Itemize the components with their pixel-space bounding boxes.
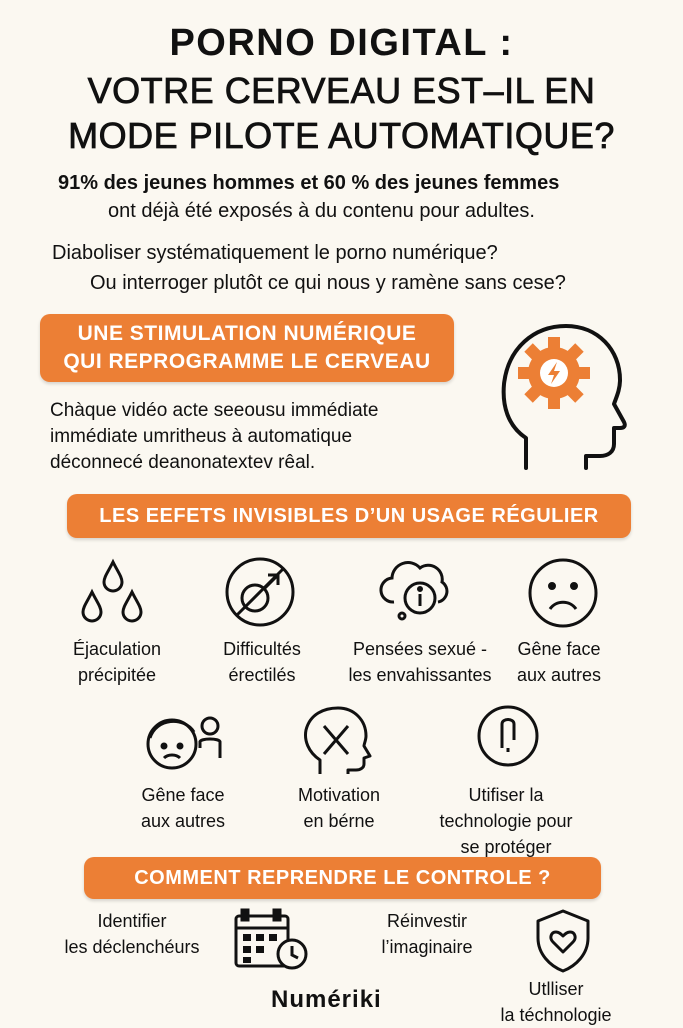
- question-line-2: Ou interroger plutôt ce qui nous y ramène sans cese?: [90, 272, 566, 294]
- effect-label-ejaculation: Éjaculation précipitée: [72, 639, 162, 685]
- section-effects-title: LES EEFETS INVISIBLES D’UN USAGE RÉGULIER: [67, 494, 631, 538]
- male-symbol-icon: [224, 556, 296, 628]
- section-control-title: COMMENT REPRENDRE LE CONTROLE ?: [84, 857, 601, 899]
- main-title-line-1: PORNO DIGITAL :: [169, 22, 514, 64]
- control-label-imagination: Réinvestir l’imaginaire: [381, 911, 473, 957]
- head-gear-bolt-icon: [498, 318, 628, 478]
- stimulation-text-line-2: immédiate umritheus à automatique: [50, 426, 353, 447]
- section-stimulation-title-line-1: UNE STIMULATION NUMÉRIQUE: [77, 322, 417, 345]
- control-label-triggers: Identifier les déclenchéurs: [64, 911, 200, 957]
- calendar-clock-icon: [234, 910, 310, 972]
- control-label-technology: Utlliser la téchnologie: [500, 979, 612, 1025]
- main-title-line-2: VOTRE CERVEAU EST–IL EN: [87, 70, 596, 111]
- effect-label-embarrassment-2: Gêne face aux autres: [140, 785, 226, 831]
- section-stimulation-title: [40, 314, 454, 382]
- effect-label-technology: Utifiser la technologie pour se protéger: [439, 785, 573, 857]
- shield-heart-icon: [534, 908, 592, 974]
- brand-logo-text: Numériki: [271, 986, 382, 1013]
- effect-label-motivation: Motivation en bérne: [297, 785, 381, 831]
- head-x-icon: [302, 706, 374, 778]
- stat-line-2: ont déjà été exposés à du contenu pour adultes.: [108, 200, 535, 222]
- stat-line-1: 91% des jeunes hommes et 60 % des jeunes femmes: [58, 172, 560, 194]
- effect-label-erectile: Difficultés érectilés: [223, 639, 301, 685]
- phone-shield-icon: [476, 704, 540, 768]
- drops-icon: [78, 558, 148, 628]
- question-line-1: Diaboliser systématiquement le porno numérique?: [52, 242, 498, 264]
- effect-label-thoughts: Pensées sexué - les envahissantes: [348, 639, 492, 685]
- main-title-line-3: MODE PILOTE AUTOMATIQUE?: [68, 115, 615, 156]
- thought-cloud-icon: [376, 556, 452, 628]
- stimulation-text-line-1: Chàque vidéo acte seeousu immédiate: [50, 400, 379, 421]
- stimulation-text-line-3: déconnecé deanonatextev rêal.: [50, 452, 316, 473]
- section-stimulation-title-line-2: QUI REPROGRAMME LE CERVEAU: [63, 350, 431, 373]
- effect-label-embarrassment: Gêne face aux autres: [516, 639, 602, 685]
- sad-face-icon: [526, 556, 600, 630]
- person-sad-icon: [138, 708, 226, 776]
